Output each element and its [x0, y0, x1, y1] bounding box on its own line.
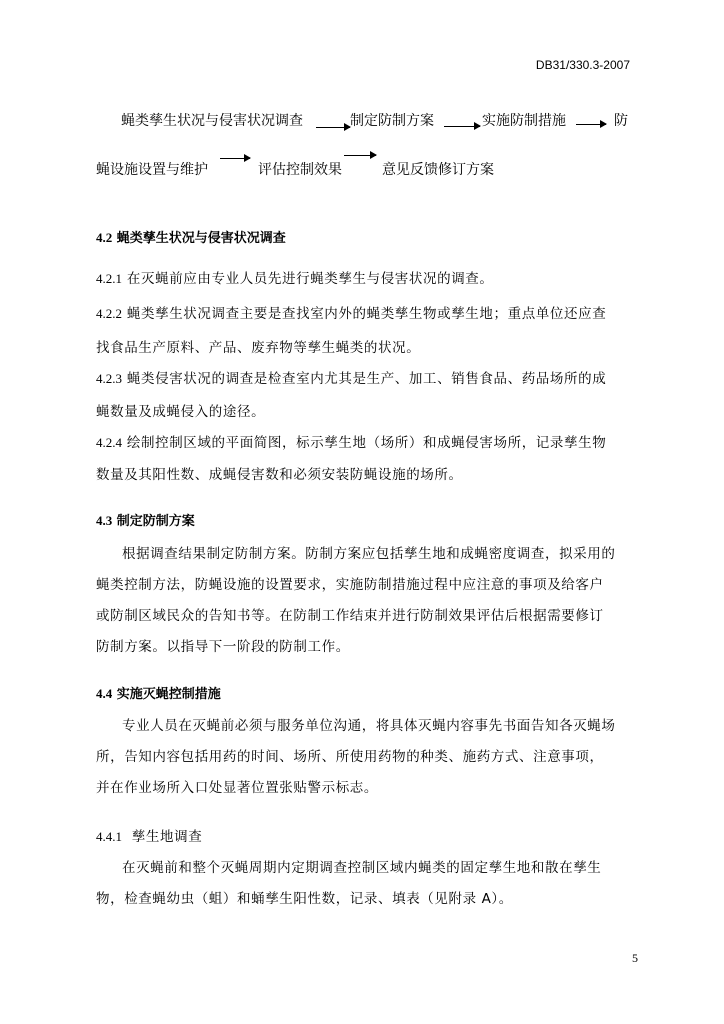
flow-step-survey: 蝇类孳生状况与侵害状况调查 [121, 113, 303, 129]
clause-4-2-2 [96, 302, 606, 322]
flow-arrow-1 [316, 127, 350, 128]
flow-step-plan: 制定防制方案 [350, 113, 434, 129]
flow-step-facility-a: 防 [614, 113, 628, 129]
clause-text: 在灭蝇前应由专业人员先进行蝇类孳生与侵害状况的调查。 [126, 271, 494, 287]
flow-step-implement: 实施防制措施 [482, 113, 566, 129]
clause-text-line: 数量及其阳性数、成蝇侵害数和必须安装防蝇设施的场所。 [96, 467, 463, 483]
clause-text: 蝇类侵害状况的调查是检查室内尤其是生产、加工、销售食品、药品场所的成 [126, 371, 607, 387]
section-4-4-heading [96, 683, 221, 702]
section-4-3-heading [96, 510, 195, 529]
section-4-4-paragraph-line: 专业人员在灭蝇前必须与服务单位沟通，将具体灭蝇内容事先书面告知各灭蝇场 [122, 718, 616, 734]
clause-text: 蝇类孳生状况调查主要是查找室内外的蝇类孳生物或孳生地；重点单位还应查 [126, 306, 607, 322]
clause-number: 4.2.3 [96, 371, 122, 386]
flow-arrow-4 [220, 158, 250, 159]
clause-4-2-1 [96, 267, 494, 287]
section-number: 4.3 [96, 513, 113, 528]
section-4-3-paragraph-line: 蝇类控制方法，防蝇设施的设置要求，实施防制措施过程中应注意的事项及给客户 [96, 577, 604, 593]
flow-step-evaluate: 评估控制效果 [258, 162, 342, 178]
doc-code-header: DB31/330.3-2007 [535, 58, 630, 72]
section-4-4-paragraph-line: 并在作业场所入口处显著位置张贴警示标志。 [96, 780, 378, 796]
clause-4-2-3 [96, 367, 606, 387]
section-number: 4.2 [96, 230, 113, 245]
section-title: 实施灭蝇控制措施 [116, 687, 221, 702]
clause-number: 4.2.4 [96, 435, 122, 450]
flow-step-feedback: 意见反馈修订方案 [382, 162, 494, 178]
clause-number: 4.2.2 [96, 306, 122, 321]
clause-4-4-1-paragraph-line: 在灭蝇前和整个灭蝇周期内定期调查控制区域内蝇类的固定孳生地和散在孳生 [122, 860, 602, 876]
section-4-3-paragraph-line: 根据调查结果制定防制方案。防制方案应包括孳生地和成蝇密度调查，拟采用的 [122, 546, 616, 562]
clause-number: 4.2.1 [96, 271, 122, 286]
flow-arrow-2 [444, 126, 480, 127]
clause-text: 绘制控制区域的平面简图，标示孳生地（场所）和成蝇侵害场所，记录孳生物 [126, 435, 607, 451]
section-title: 蝇类孳生状况与侵害状况调查 [116, 231, 286, 246]
clause-text-line: 蝇数量及成蝇侵入的途径。 [96, 404, 266, 420]
section-4-4-paragraph-line: 所，告知内容包括用药的时间、场所、所使用药物的种类、施药方式、注意事项， [96, 749, 604, 765]
clause-text-line: 找食品生产原料、产品、废弃物等孳生蝇类的状况。 [96, 340, 421, 356]
clause-4-4-1-heading [96, 825, 202, 845]
clause-4-4-1-paragraph-line: 物，检查蝇幼虫（蛆）和蛹孳生阳性数，记录、填表（见附录 A）。 [96, 891, 513, 907]
section-title: 制定防制方案 [116, 514, 195, 529]
flow-arrow-5 [344, 155, 376, 156]
section-4-2-heading [96, 227, 286, 246]
section-number: 4.4 [96, 686, 113, 701]
flow-arrow-3 [576, 124, 606, 125]
clause-number: 4.4.1 [96, 829, 122, 844]
flow-step-facility-b: 蝇设施设置与维护 [96, 162, 208, 178]
clause-4-2-4 [96, 431, 606, 451]
section-4-3-paragraph-line: 或防制区域民众的告知书等。在防制工作结束并进行防制效果评估后根据需要修订 [96, 608, 604, 624]
page-number: 5 [632, 951, 638, 965]
clause-title: 孳生地调查 [131, 829, 203, 845]
section-4-3-paragraph-line: 防制方案。以指导下一阶段的防制工作。 [96, 639, 350, 655]
